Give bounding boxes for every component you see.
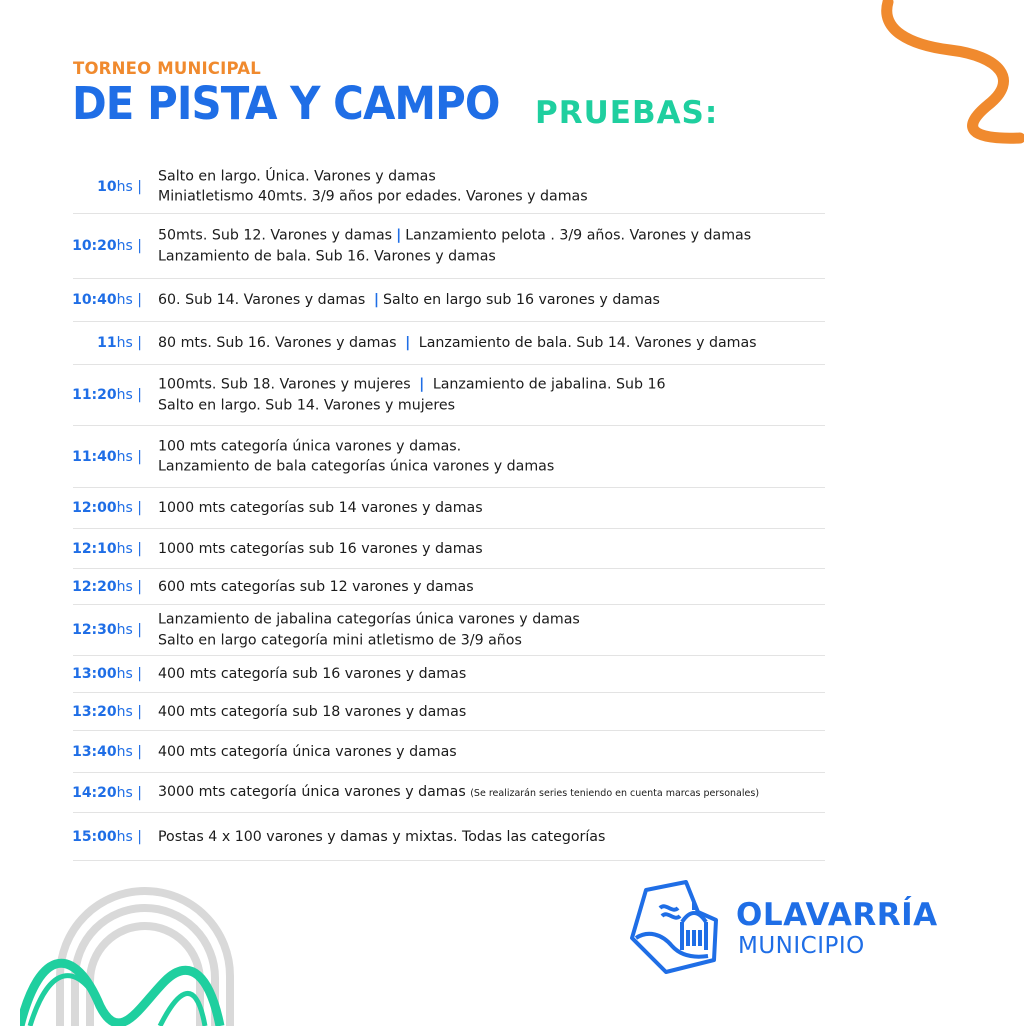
time-value: 12:10 [72, 540, 117, 557]
event-text: 100 mts categoría única varones y damas. [158, 438, 462, 454]
time-suffix: hs | [116, 743, 142, 760]
event-text: 600 mts categorías sub 12 varones y damas [158, 578, 474, 595]
schedule-row [73, 365, 825, 426]
schedule-row [73, 214, 825, 279]
event-text: 400 mts categoría sub 16 varones y damas [158, 665, 467, 682]
event-text: Salto en largo. Única. Varones y damas [158, 168, 436, 184]
event-text: Lanzamiento de bala categorías única varones y damas [158, 458, 555, 475]
event-text: 1000 mts categorías sub 16 varones y damas [158, 540, 483, 557]
time-value: 10:20 [72, 238, 117, 254]
time-suffix: hs | [116, 828, 142, 845]
schedule-description [158, 166, 588, 207]
schedule-time [97, 179, 142, 195]
event-text: Salto en largo categoría mini atletismo de 3/9 años [158, 632, 522, 648]
schedule-description [158, 538, 483, 559]
schedule-row [73, 813, 825, 861]
schedule-time [72, 541, 142, 557]
time-suffix: hs | [116, 622, 142, 638]
schedule-description [158, 498, 483, 519]
description-line [158, 576, 474, 597]
time-value: 11 [97, 335, 117, 351]
schedule-row [73, 605, 825, 656]
description-line [158, 610, 580, 631]
schedule-time [72, 622, 142, 638]
schedule-description [158, 664, 466, 685]
description-line [158, 226, 751, 247]
schedule-row [73, 488, 825, 529]
time-value: 13:00 [72, 666, 117, 682]
logo-name: OLAVARRÍA [736, 897, 938, 933]
description-line [158, 826, 605, 847]
event-text: Lanzamiento de bala. Sub 14. Varones y damas [414, 334, 757, 351]
event-text: Miniatletismo 40mts. 3/9 años por edades. Varones y damas [158, 188, 588, 205]
event-text: Lanzamiento pelota . 3/9 años. Varones y damas [405, 227, 752, 244]
schedule-time [72, 387, 142, 403]
schedule-time [72, 666, 142, 682]
schedule-row [73, 529, 825, 569]
description-line [158, 781, 759, 804]
time-suffix: hs | [116, 335, 142, 351]
schedule-time [97, 335, 142, 351]
schedule-time [72, 744, 142, 760]
time-suffix: hs | [116, 703, 142, 720]
separator: | [396, 227, 402, 244]
time-value: 12:00 [72, 500, 117, 516]
description-line [158, 498, 483, 519]
time-value: 10 [97, 178, 117, 195]
time-value: 12:30 [72, 622, 117, 638]
schedule-description [158, 436, 554, 477]
schedule-time [72, 238, 142, 254]
event-note: (Se realizarán series teniendo en cuenta marcas personales) [470, 787, 760, 799]
time-suffix: hs | [116, 666, 142, 682]
schedule-description [158, 375, 666, 416]
time-value: 14:20 [72, 784, 117, 801]
time-value: 12:20 [72, 578, 117, 595]
description-line [158, 246, 751, 267]
time-suffix: hs | [116, 448, 142, 465]
time-suffix: hs | [116, 387, 142, 403]
schedule-time [72, 704, 142, 720]
olavarria-emblem-icon [626, 880, 726, 975]
event-text: Lanzamiento de bala. Sub 16. Varones y damas [158, 248, 496, 264]
tournament-label: TORNEO MUNICIPAL [73, 59, 261, 78]
description-line [158, 436, 554, 457]
event-text: 400 mts categoría única varones y damas [158, 743, 457, 760]
schedule-description [158, 290, 660, 311]
schedule-row [73, 773, 825, 813]
event-text: Postas 4 x 100 varones y damas y mixtas. Todas las categorías [158, 828, 606, 845]
time-suffix: hs | [116, 578, 142, 595]
event-text: 60. Sub 14. Varones y damas [158, 291, 370, 308]
event-text: 50mts. Sub 12. Varones y damas [158, 227, 393, 244]
time-value: 11:20 [72, 387, 117, 403]
description-line [158, 187, 588, 208]
event-text: Salto en largo sub 16 varones y damas [383, 291, 660, 308]
description-line [158, 701, 466, 722]
schedule-row [73, 693, 825, 731]
schedule-time [72, 579, 142, 595]
time-suffix: hs | [116, 292, 142, 308]
description-line [158, 166, 588, 187]
event-text: Lanzamiento de jabalina categorías única varones y damas [158, 611, 580, 628]
schedule-time [72, 500, 142, 516]
separator: | [405, 334, 411, 351]
schedule-row [73, 656, 825, 693]
event-text: 3000 mts categoría única varones y damas [158, 783, 471, 800]
orange-squiggle-decoration [870, 0, 1024, 160]
schedule-description [158, 226, 751, 267]
description-line [158, 630, 580, 651]
time-value: 13:40 [72, 743, 117, 760]
event-text: 80 mts. Sub 16. Varones y damas [158, 334, 402, 351]
time-value: 10:40 [72, 292, 117, 308]
schedule-description [158, 576, 474, 597]
schedule-table [73, 160, 825, 861]
description-line [158, 375, 666, 396]
time-value: 15:00 [72, 828, 117, 845]
schedule-description [158, 610, 580, 651]
schedule-row [73, 279, 825, 322]
schedule-row [73, 569, 825, 605]
schedule-description [158, 741, 457, 762]
schedule-row [73, 731, 825, 773]
description-line [158, 741, 457, 762]
track-arches-decoration [20, 886, 280, 1026]
description-line [158, 664, 466, 685]
schedule-description [158, 333, 757, 354]
description-line [158, 457, 554, 478]
schedule-row [73, 160, 825, 214]
page-title: DE PISTA Y CAMPO [72, 77, 500, 130]
separator: | [419, 376, 425, 393]
description-line [158, 290, 660, 311]
schedule-description [158, 826, 605, 847]
event-text: Salto en largo. Sub 14. Varones y mujeres [158, 397, 456, 413]
schedule-row [73, 322, 825, 365]
schedule-time [72, 829, 142, 845]
time-suffix: hs | [116, 540, 142, 557]
event-text: 400 mts categoría sub 18 varones y damas [158, 703, 467, 720]
schedule-row [73, 426, 825, 488]
events-heading: PRUEBAS: [535, 95, 719, 131]
time-suffix: hs | [116, 238, 142, 254]
event-text: 1000 mts categorías sub 14 varones y damas [158, 499, 483, 516]
description-line [158, 333, 757, 354]
schedule-description [158, 781, 759, 804]
time-suffix: hs | [116, 784, 142, 801]
logo-subtitle: MUNICIPIO [738, 933, 865, 959]
time-suffix: hs | [116, 178, 142, 195]
time-value: 11:40 [72, 448, 117, 465]
description-line [158, 395, 666, 416]
event-text: Lanzamiento de jabalina. Sub 16 [428, 376, 666, 393]
description-line [158, 538, 483, 559]
time-suffix: hs | [116, 500, 142, 516]
event-text: 100mts. Sub 18. Varones y mujeres [158, 376, 416, 393]
time-value: 13:20 [72, 703, 117, 720]
separator: | [373, 291, 379, 308]
schedule-time [72, 785, 142, 801]
schedule-time [72, 292, 142, 308]
schedule-description [158, 701, 466, 722]
schedule-time [72, 449, 142, 465]
